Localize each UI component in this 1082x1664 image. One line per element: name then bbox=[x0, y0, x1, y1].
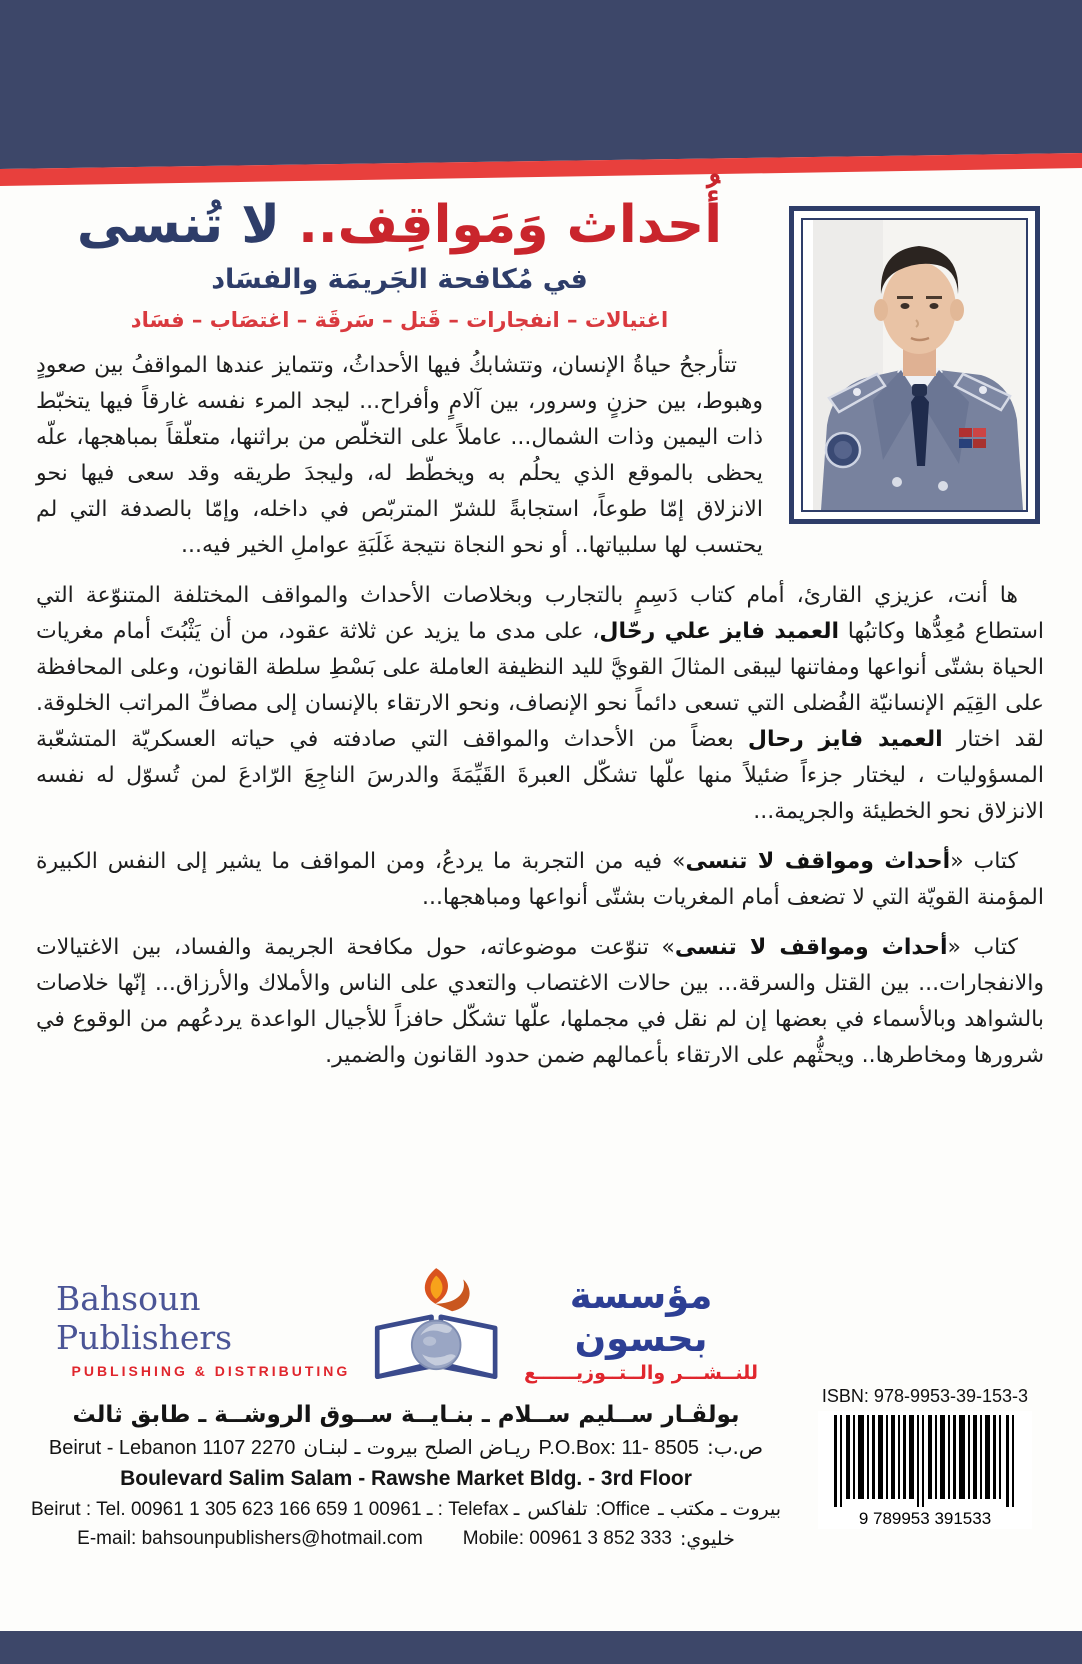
isbn-block bbox=[790, 1258, 1060, 1550]
mobile-label-ar: خليوي: bbox=[679, 1528, 735, 1550]
author-name-bold: العميد فايز علي رحّال bbox=[599, 618, 840, 644]
paragraph-4-text: » تنوّعت موضوعاته، حول مكافحة الجريمة والفساد، بين الاغتيالات والانفجارات... بين القتل والسرقة... بين حالات الاغتصاب والتعدي على الناس والأملاك والأرزاق... إنّها خلاصات بالشواهد وبالأسماء في بعضها إن لم نقل في مجملها، علّها تشكّل حافزاً للأجيال الواعدة يردعُهم من الوقوع في شرورها ومخاطرها.. ويحثُّهم على الارتقاء بأعمالهم ضمن حدود القانون والضمير. bbox=[36, 934, 1044, 1068]
address-line-1-ar: بولڤـار ســليم ســلام ـ بنـايــة ســوق الروشــة ـ طابق ثالث bbox=[72, 1402, 740, 1428]
address-pobox-label-ar: ص.ب: bbox=[706, 1435, 764, 1459]
barcode-digits: 9 789953 391533 bbox=[858, 1509, 992, 1528]
barcode bbox=[818, 1411, 1032, 1529]
publisher-section bbox=[22, 1258, 1060, 1550]
telefax-label-ar: تلفاكس bbox=[527, 1498, 588, 1520]
office-label: :Office bbox=[595, 1499, 651, 1520]
paragraph-2-text: ها أنت، عزيزي القارئ، أمام كتاب دَسِمٍ بالتجارب وبخلاصات الأحداث والمواقف المختلفة المتنوّعة التي استطاع مُعِدُّها وكاتبُها bbox=[36, 582, 1044, 644]
photo-frame bbox=[789, 206, 1040, 524]
address-block bbox=[22, 1402, 790, 1550]
navy-band-shape bbox=[0, 0, 1082, 169]
paragraph-4 bbox=[36, 930, 1044, 1074]
book-title-bold: أحداث ومواقف لا تنسى bbox=[685, 848, 951, 874]
paragraph-3-text: كتاب « bbox=[950, 848, 1019, 874]
address-line-4 bbox=[22, 1498, 790, 1521]
paragraph-3-text: » فيه من التجربة ما يردعُ، ومن المواقف ما يشير إلى النفس الكبيرة المؤمنة القويّة التي لا تضعف أمام المغريات بشتّى أنواعها ومباهجها... bbox=[36, 848, 1044, 910]
phone-numbers: Beirut : Tel. 00961 1 305 623 ـ 00961 1 659 166 : Telefax ـ bbox=[30, 1499, 520, 1520]
office-label-ar: بيروت ـ مكتب ـ bbox=[658, 1498, 782, 1520]
address-line-2 bbox=[22, 1435, 790, 1460]
publisher-row bbox=[22, 1258, 790, 1400]
email-address: E-mail: bahsounpublishers@hotmail.com bbox=[77, 1528, 423, 1549]
publisher-en-block bbox=[56, 1279, 366, 1379]
title-navy-part: لا تُنسى bbox=[76, 195, 281, 255]
mobile-number: Mobile: 00961 3 852 333 bbox=[462, 1528, 672, 1549]
address-city-ar: ريـاض الصلح بيروت ـ لبنـان bbox=[303, 1435, 531, 1459]
barcode-icon bbox=[818, 1411, 1032, 1529]
paragraph-1: تتأرجحُ حياةُ الإنسان، وتتشابكُ فيها الأحداثُ، وتتمايز عندها المواقفُ بين صعودٍ وهبوط، بين حزنٍ وسرور، بين آلامٍ وأفراح... ليجد المرء نفسه غارقاً فيها يتخبّط ذات اليمين وذات الشمال... عاملاً على التخلّص من براثنها، متعلّقاً بمباهجها، علّه يحظى بالموقع الذي يحلُم به ويخطّط له، وليجدَ طريقه وقد سعى فيها نحو الانزلاق إمّا طوعاً، استجابةً للشرّ المتربّص في داخله، وإمّا بالصدفة التي لم يحتسب لها سلبياتها.. أو نحو النجاة نتيجة غَلَبَةِ عواملِ الخير فيه... bbox=[36, 352, 763, 558]
paragraph-2-text: بعضاً من الأحداث والمواقف التي صادفته في حياته العسكريّة المتشعّبة المسؤوليات ، ليختار جزءاً ضئيلاً منها علّها تشكّل العبرةَ القَيِّمَةَ والدرسَ الناجِعَ الرّادعَ لمن تُسوّل له نفسه الانزلاق نحو الخطيئة والجريمة... bbox=[36, 726, 1044, 824]
open-book-globe-flame-icon bbox=[366, 1262, 506, 1396]
publisher-name-ar: مؤسسة بحسون bbox=[569, 1274, 713, 1360]
paragraph-4-text: كتاب « bbox=[947, 934, 1019, 960]
title-red-part: أُحداث وَمَواقِف.. bbox=[298, 195, 723, 255]
paragraph-2 bbox=[36, 578, 1044, 830]
address-city-en: Beirut - Lebanon 1107 2270 bbox=[48, 1437, 296, 1459]
mobile-block bbox=[463, 1528, 735, 1550]
publisher-name-en: Bahsoun Publishers bbox=[56, 1279, 233, 1357]
publisher-and-address bbox=[22, 1258, 790, 1550]
publisher-ar-block bbox=[506, 1274, 776, 1384]
header-band bbox=[0, 0, 1082, 190]
isbn-label: ISBN: 978-9953-39-153-3 bbox=[821, 1386, 1029, 1406]
address-line-5 bbox=[22, 1528, 790, 1550]
topics-line: اغتيالات – انفجارات – قَتل – سَرقَة – اغتصَاب – فسَاد bbox=[130, 307, 669, 332]
publisher-tagline-en: PUBLISHING & DISTRIBUTING bbox=[71, 1363, 351, 1379]
address-line-3-en: Boulevard Salim Salam - Rawshe Market Bldg. - 3rd Floor bbox=[120, 1467, 692, 1490]
bottom-band bbox=[0, 1631, 1082, 1664]
officer-portrait-photo bbox=[813, 220, 1026, 510]
publisher-tagline-ar: للنــشـــر والــتــوزيــــــع bbox=[524, 1362, 759, 1384]
cover-content bbox=[36, 194, 1044, 1088]
address-pobox: P.O.Box: 11- 8505 bbox=[538, 1437, 699, 1459]
subtitle: في مُكافحة الجَريمَة والفسَاد bbox=[211, 263, 588, 295]
paragraph-3 bbox=[36, 844, 1044, 916]
paragraph-2-text: ، على مدى ما يزيد عن ثلاثة عقود، من أن يَثْبُتَ أمام مغريات الحياة بشتّى أنواعها ومفاتنها ليبقى المثالَ القويَّ لليد النظيفة العاملة على بَسْطِ سلطة القانون، وعلى المحافظة على القِيَم الإنسانيّة الفُضلى التي تسعى دائماً نحو الإنصاف، ونحو الارتقاء بالإنسان إلى مصافِّ المراتب الخلوقة. لقد اختار bbox=[36, 618, 1044, 752]
author-name-bold: العميد فايز رحال bbox=[747, 726, 943, 752]
book-title-bold: أحداث ومواقف لا تنسى bbox=[674, 934, 948, 960]
officer-photo bbox=[801, 218, 1028, 512]
